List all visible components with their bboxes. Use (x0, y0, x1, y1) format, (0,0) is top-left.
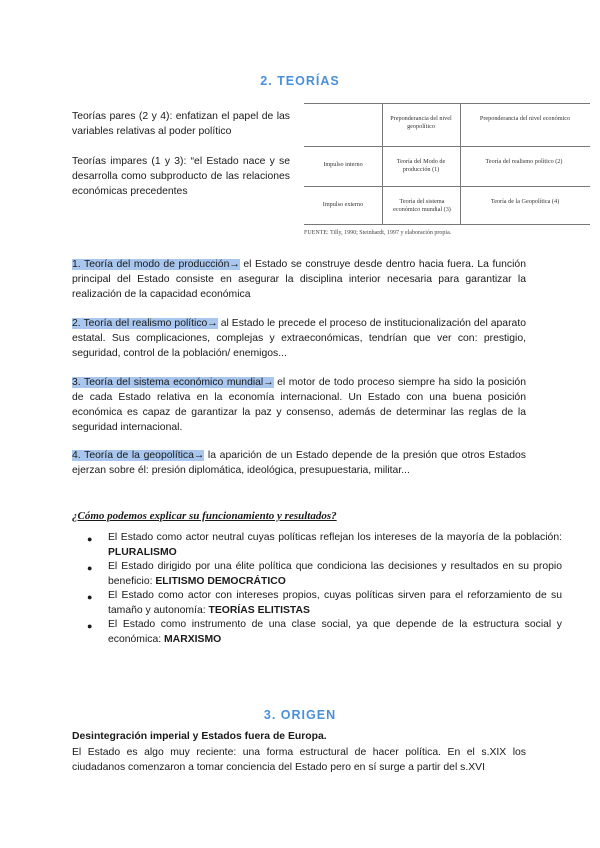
bullet-icon: ● (87, 563, 93, 573)
teorias-impares-text: Teorías impares (1 y 3): “el Estado nace y se desarrolla como subproducto de las relaciones económicas precedentes (72, 156, 290, 197)
theory-1-label: 1. Teoría del modo de producción→ (72, 259, 240, 270)
theories-table (304, 103, 590, 225)
list-item: ● El Estado dirigido por una élite política que condiciona las decisiones y resultados en su propio beneficio: ELITISMO DEMOCRÁTICO (87, 561, 562, 587)
theory-4-label: 4. Teoría de la geopolítica→ (72, 450, 205, 461)
term-teorias-elitistas: TEORÍAS ELITISTAS (208, 604, 310, 616)
term-marxismo: MARXISMO (164, 633, 222, 645)
table-cell-2-2: Teoría de la Geopolítica (4) (490, 198, 560, 205)
table-row-header-1: Impulso interno (323, 161, 363, 168)
table-cell-2-1: Teoría del sistema económico mundial (3) (393, 198, 451, 213)
table-source: FUENTE: Tilly, 1990; Steinhardt, 1997 y elaboración propia. (304, 230, 452, 236)
list-item: ● El Estado como instrumento de una clase social, ya que depende de la estructura social y económica: MARXISMO (87, 619, 562, 645)
theory-4-paragraph (72, 448, 526, 478)
bullet-icon: ● (87, 621, 93, 631)
theory-2-label: 2. Teoría del realismo político→ (72, 318, 218, 329)
table-cell-1-1: Teoría del Modo de producción (1) (396, 158, 446, 173)
bullet-icon: ● (87, 592, 93, 602)
theory-1-paragraph (72, 257, 526, 302)
explanations-list (72, 531, 562, 647)
theory-2-text: al Estado le precede el proceso de institucionalización del aparato estatal. Sus complicaciones, complejas y extraeconómicas, tendrían que ver con: prestigio, seguridad, control de la población/ enemigos... (72, 318, 526, 359)
table-cell-1-2: Teoría del realismo político (2) (485, 158, 563, 165)
term-elitismo: ELITISMO DEMOCRÁTICO (155, 575, 286, 587)
origen-text: El Estado es algo muy reciente: una forma estructural de hacer política. En el s.XIX los ciudadanos comenzaron a tomar conciencia del Estado pero en sí surge a partir del s.XVI (72, 747, 526, 773)
theory-4-text: la aparición de un Estado depende de la presión que otros Estados ejerzan sobre él: presión diplomática, ideológica, presupuestaria, militar... (72, 450, 526, 476)
table-row-header-2: Impulso externo (322, 201, 364, 208)
theory-3-label: 3. Teoría del sistema económico mundial→ (72, 377, 274, 388)
section-heading-origen: 3. ORIGEN (263, 708, 337, 722)
teorias-pares-text: Teorías pares (2 y 4): enfatizan el papel de las variables relativas al poder político (72, 111, 290, 137)
term-pluralismo: PLURALISMO (108, 546, 177, 558)
table-col-header-1: Preponderancia del nivel geopolítico (390, 115, 452, 130)
section-heading-teorias: 2. TEORÍAS (260, 74, 340, 88)
bullet-icon: ● (87, 534, 93, 544)
list-item: ● El Estado como actor con intereses propios, cuyas políticas sirven para el reforzamiento de su tamaño y autonomía: TEORÍAS ELITISTAS (87, 590, 562, 616)
theory-3-text: el motor de todo proceso siempre ha sido la posición de cada Estado relativa en la economía internacional. Un Estado con una buena posición económica es capaz de garantizar la paz y consenso, además de determinar las reglas de la seguridad internacional. (72, 377, 526, 433)
table-col-header-2: Preponderancia del nivel económico (479, 115, 571, 122)
theory-3-paragraph (72, 375, 526, 435)
question-heading: ¿Cómo podemos explicar su funcionamiento y resultados? (72, 510, 337, 522)
list-item: ● El Estado como actor neutral cuyas políticas reflejan los intereses de la mayoría de la población: PLURALISMO (87, 532, 562, 558)
origen-subtitle: Desintegración imperial y Estados fuera de Europa. (72, 731, 327, 742)
theory-2-paragraph (72, 316, 526, 361)
theory-1-text: el Estado se construye desde dentro hacia fuera. La función principal del Estado consiste en asegurar la disciplina interior necesaria para garantizar la realización de la capacidad económica (72, 259, 526, 300)
